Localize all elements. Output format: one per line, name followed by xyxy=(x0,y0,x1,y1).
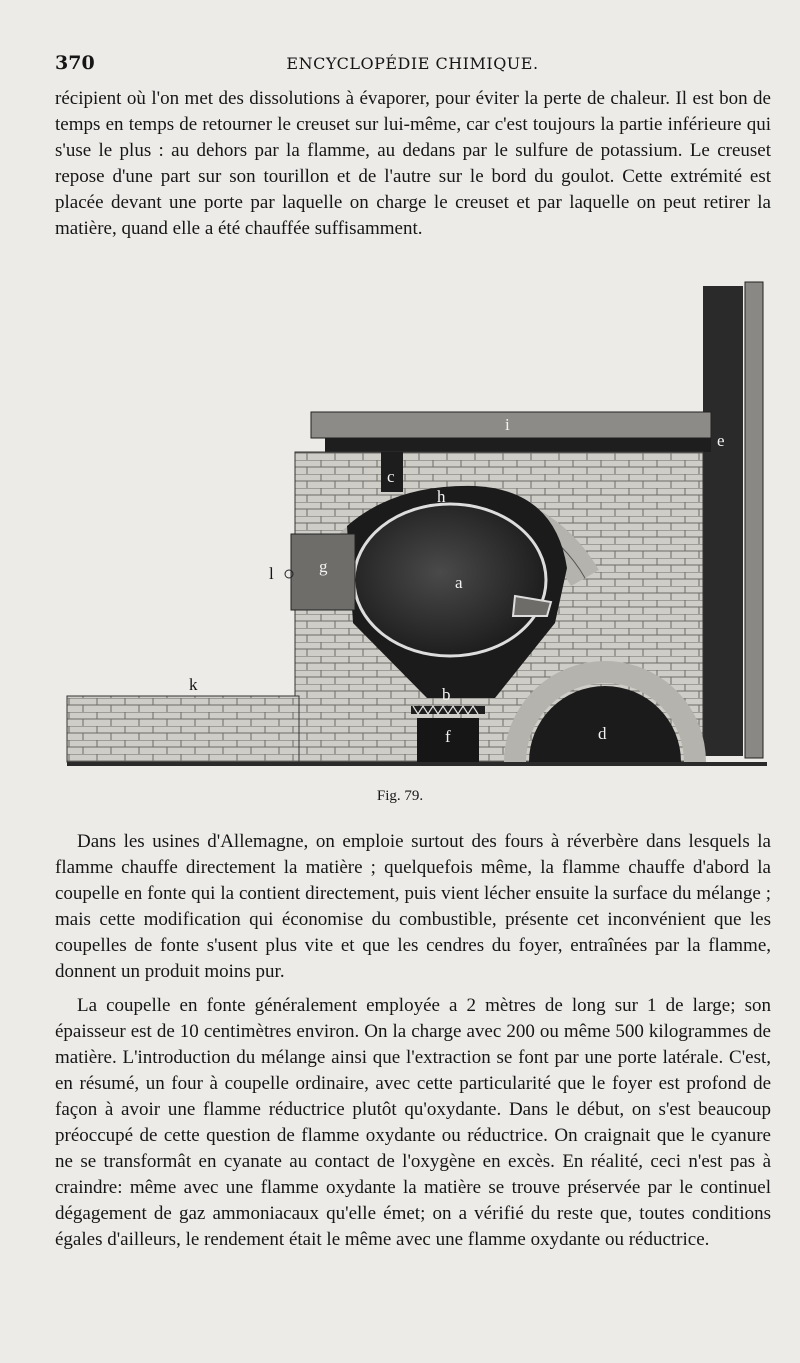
chimney-outer-wall xyxy=(745,282,763,758)
label-a: a xyxy=(455,573,463,592)
chimney-wall xyxy=(703,286,743,756)
top-beam xyxy=(311,412,711,438)
label-l: l xyxy=(269,564,274,583)
figure-caption: Fig. 79. xyxy=(376,788,424,804)
page-header xyxy=(55,52,770,82)
label-c: c xyxy=(387,467,395,486)
label-d: d xyxy=(598,724,607,743)
paragraph-1: récipient où l'on met des dissolutions à évaporer, pour éviter la perte de chaleur. Il est bon de temps en temps de retourner le creuset sur lui-même, car c'est toujours la partie inférieure qui s'use le plus : au dehors par la flamme, au dedans par le sulfure de potassium. Le creuset repose d'une part sur son tourillon et de l'autre sur le bord du goulot. Cette extrémité est placée devant une porte par laquelle on charge le creuset et par laquelle on peut retirer la matière, quand elle a été chauffée suffisamment. xyxy=(55,88,771,239)
page-number: 370 xyxy=(55,52,95,74)
crucible xyxy=(354,504,546,656)
label-k: k xyxy=(189,675,198,694)
furnace-illustration xyxy=(55,278,771,778)
beam-flue xyxy=(325,438,711,452)
label-g: g xyxy=(319,557,328,576)
furnace-figure xyxy=(55,278,771,778)
floor-brickwork xyxy=(67,696,299,762)
label-b: b xyxy=(442,685,451,704)
paragraph-2: Dans les usines d'Allemagne, on emploie surtout des fours à réverbère dans lesquels la flamme chauffe directement la matière ; quelquefois même, la flamme chauffe d'abord la coupelle en fonte qui la contient directement, puis vient lécher ensuite la surface du mélange ; mais cette modification qui économise du combustible, présente cet inconvénient que les coupelles de fonte s'usent plus vite et que les cendres du foyer, entraînées par la flamme, donnent un produit moins pur. xyxy=(55,831,771,982)
label-e: e xyxy=(717,431,725,450)
ground-line xyxy=(67,762,767,766)
running-head: ENCYCLOPÉDIE CHIMIQUE. xyxy=(286,54,539,73)
paragraph-3: La coupelle en fonte généralement employée a 2 mètres de long sur 1 de large; son épaisseur est de 10 centimètres environ. On la charge avec 200 ou même 500 kilogrammes de matière. L'introduction du mélange ainsi que l'extraction se font par une porte latérale. C'est, en résumé, un four à coupelle ordinaire, avec cette particularité que le foyer est profond de façon à avoir une flamme réductrice plutôt qu'oxydante. Dans le début, on s'est beaucoup préoccupé de cette question de flamme oxydante ou réductrice. On craignait que le cyanure ne se transformât en cyanate au contact de l'oxygène en excès. En réalité, ceci n'est pas à craindre: même avec une flamme oxydante la matière se trouve préservée par le continuel dégagement de gaz ammoniacaux qu'elle émet; on a vérifié du reste que, toutes conditions égales d'ailleurs, le rendement était le même avec une flamme oxydante ou réductrice. xyxy=(55,995,771,1250)
label-i: i xyxy=(505,415,510,434)
label-h: h xyxy=(437,487,446,506)
label-f: f xyxy=(445,727,451,746)
